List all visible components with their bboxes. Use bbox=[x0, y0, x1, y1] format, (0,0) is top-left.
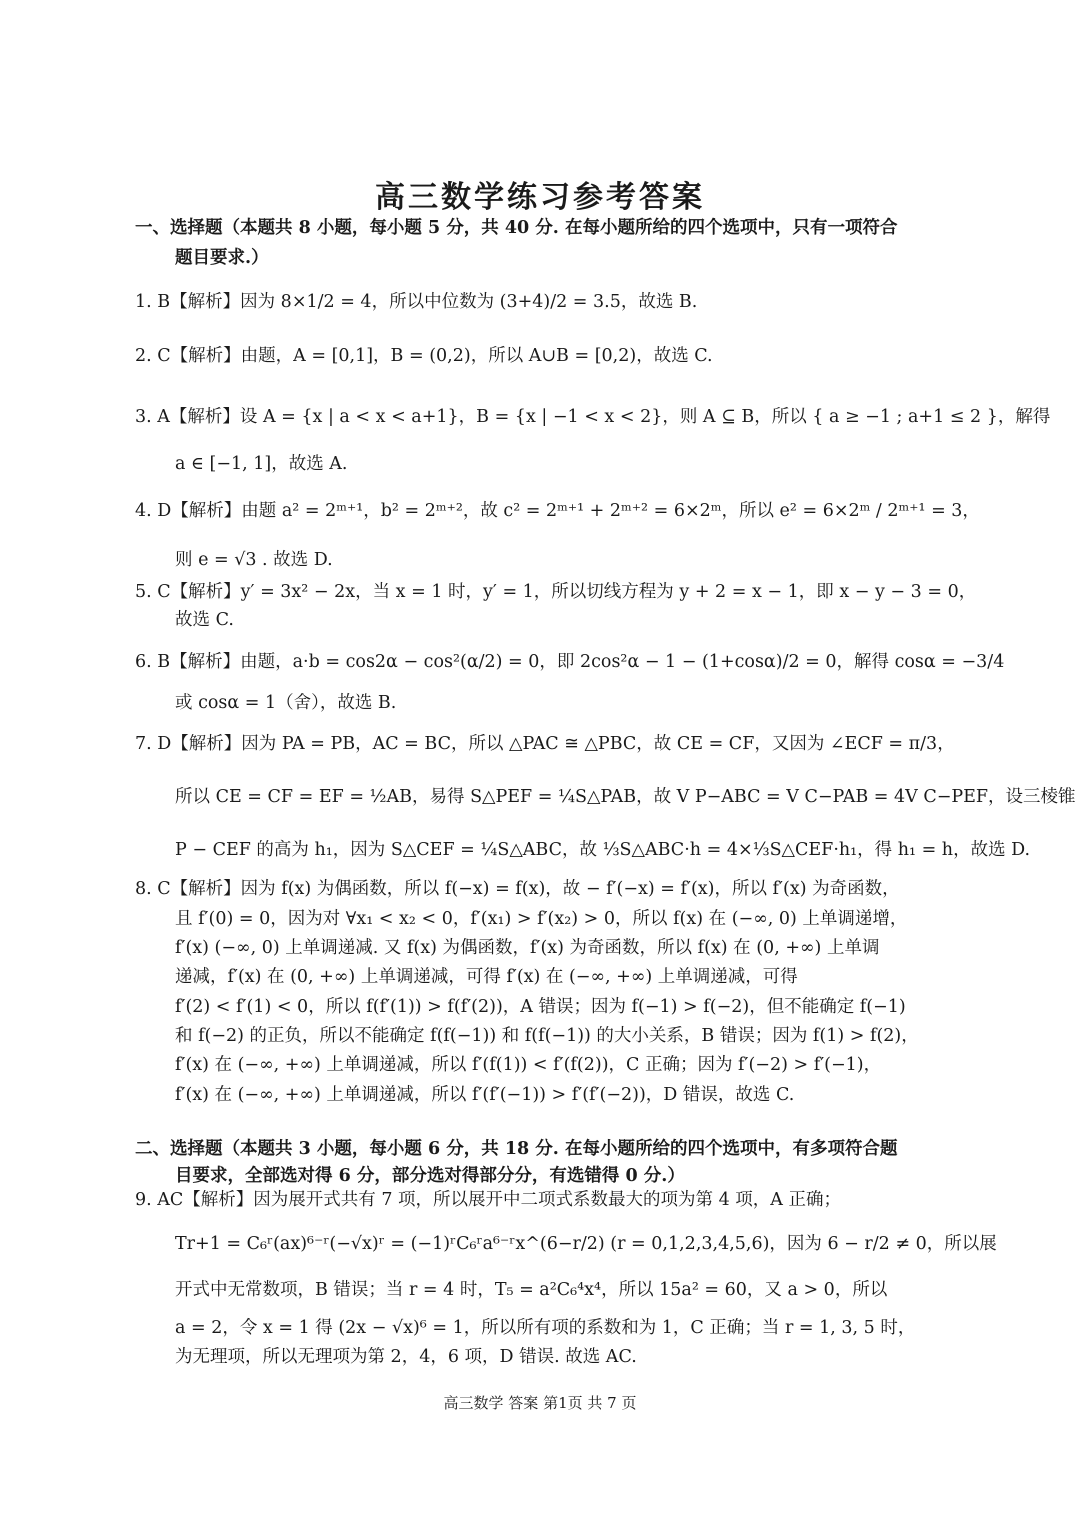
answer-5: 5. C【解析】y′ = 3x² − 2x，当 x = 1 时，y′ = 1，所以切线方程为 y + 2 = x − 1，即 x − y − 3 = 0， bbox=[135, 582, 977, 602]
answer-9-cont4: 为无理项，所以无理项为第 2，4，6 项，D 错误. 故选 AC. bbox=[175, 1347, 637, 1367]
answer-9: 9. AC【解析】因为展开式共有 7 项，所以展开中二项式系数最大的项为第 4 项，A 正确； bbox=[135, 1190, 842, 1210]
answer-8-cont6: f′(x) 在 (−∞, +∞) 上单调递减，所以 f′(f(1)) < f′(f(2))，C 正确；因为 f′(−2) > f′(−1)， bbox=[175, 1055, 882, 1075]
section2-header: 二、选择题（本题共 3 小题，每小题 6 分，共 18 分. 在每小题所给的四个选项中，有多项符合题 bbox=[135, 1139, 898, 1159]
answer-7: 7. D【解析】因为 PA = PB，AC = BC，所以 △PAC ≅ △PBC，故 CE = CF，又因为 ∠ECF = π/3， bbox=[135, 734, 955, 754]
answer-9-cont1: Tr+1 = C₆ʳ(ax)⁶⁻ʳ(−√x)ʳ = (−1)ʳC₆ʳa⁶⁻ʳx^(6−r/2) (r = 0,1,2,3,4,5,6)，因为 6 − r/2 ≠ 0，所以展 bbox=[175, 1234, 997, 1254]
answer-8-cont3: 递减，f′(x) 在 (0, +∞) 上单调递减，可得 f′(x) 在 (−∞, +∞) 上单调递减，可得 bbox=[175, 967, 798, 987]
answer-6: 6. B【解析】由题，a·b = cos2α − cos²(α/2) = 0，即 2cos²α − 1 − (1+cosα)/2 = 0，解得 cosα = −3/4 bbox=[135, 652, 1005, 672]
answer-1: 1. B【解析】因为 8×1/2 = 4，所以中位数为 (3+4)/2 = 3.5，故选 B. bbox=[135, 292, 698, 312]
answer-8-cont7: f′(x) 在 (−∞, +∞) 上单调递减，所以 f′(f′(−1)) > f′(f′(−2))，D 错误，故选 C. bbox=[175, 1085, 795, 1105]
section2-header-cont: 目要求，全部选对得 6 分，部分选对得部分分，有选错得 0 分.） bbox=[175, 1166, 685, 1186]
answer-2: 2. C【解析】由题，A = [0,1]，B = (0,2)，所以 A∪B = [0,2)，故选 C. bbox=[135, 346, 713, 366]
answer-6-cont: 或 cosα = 1（舍），故选 B. bbox=[175, 693, 397, 713]
answer-4-cont: 则 e = √3 . 故选 D. bbox=[175, 550, 333, 570]
answer-8: 8. C【解析】因为 f(x) 为偶函数，所以 f(−x) = f(x)，故 − f′(−x) = f′(x)，所以 f′(x) 为奇函数， bbox=[135, 879, 900, 899]
answer-8-cont4: f′(2) < f′(1) < 0，所以 f(f′(1)) > f(f′(2))，A 错误；因为 f(−1) > f(−2)，但不能确定 f(−1) bbox=[175, 997, 906, 1017]
answer-8-cont2: f′(x) (−∞, 0) 上单调递减. 又 f(x) 为偶函数，f′(x) 为奇函数，所以 f(x) 在 (0, +∞) 上单调 bbox=[175, 938, 880, 958]
answer-3-cont: a ∈ [−1, 1]，故选 A. bbox=[175, 454, 348, 474]
section1-header-cont: 题目要求.） bbox=[175, 248, 269, 268]
answer-5-cont: 故选 C. bbox=[175, 610, 234, 630]
answer-8-cont1: 且 f′(0) = 0，因为对 ∀x₁ < x₂ < 0，f′(x₁) > f′(x₂) > 0，所以 f(x) 在 (−∞, 0) 上单调递增， bbox=[175, 909, 908, 929]
answer-4: 4. D【解析】由题 a² = 2ᵐ⁺¹，b² = 2ᵐ⁺²，故 c² = 2ᵐ⁺¹ + 2ᵐ⁺² = 6×2ᵐ，所以 e² = 6×2ᵐ / 2ᵐ⁺¹ = 3， bbox=[135, 501, 980, 521]
answer-9-cont2: 开式中无常数项，B 错误；当 r = 4 时，T₅ = a²C₆⁴x⁴，所以 15a² = 60，又 a > 0，所以 bbox=[175, 1280, 888, 1300]
answer-9-cont3: a = 2，令 x = 1 得 (2x − √x)⁶ = 1，所以所有项的系数和为 1，C 正确；当 r = 1, 3, 5 时， bbox=[175, 1318, 916, 1338]
page-footer: 高三数学 答案 第1页 共 7 页 bbox=[443, 1394, 637, 1412]
section1-header: 一、选择题（本题共 8 小题，每小题 5 分，共 40 分. 在每小题所给的四个选项中，只有一项符合 bbox=[135, 218, 898, 238]
answer-3: 3. A【解析】设 A = {x | a < x < a+1}，B = {x | −1 < x < 2}，则 A ⊆ B，所以 { a ≥ −1 ; a+1 ≤ 2 }，解得 bbox=[135, 407, 1051, 427]
answer-7-cont1: 所以 CE = CF = EF = ½AB，易得 S△PEF = ¼S△PAB，故 V P−ABC = V C−PAB = 4V C−PEF，设三棱锥 bbox=[175, 787, 1076, 807]
page-title: 高三数学练习参考答案 bbox=[375, 180, 705, 215]
answer-7-cont2: P − CEF 的高为 h₁，因为 S△CEF = ¼S△ABC，故 ⅓S△ABC·h = 4×⅓S△CEF·h₁，得 h₁ = h，故选 D. bbox=[175, 840, 1031, 860]
answer-8-cont5: 和 f(−2) 的正负，所以不能确定 f(f(−1)) 和 f(f(−1)) 的大小关系，B 错误；因为 f(1) > f(2)， bbox=[175, 1026, 919, 1046]
